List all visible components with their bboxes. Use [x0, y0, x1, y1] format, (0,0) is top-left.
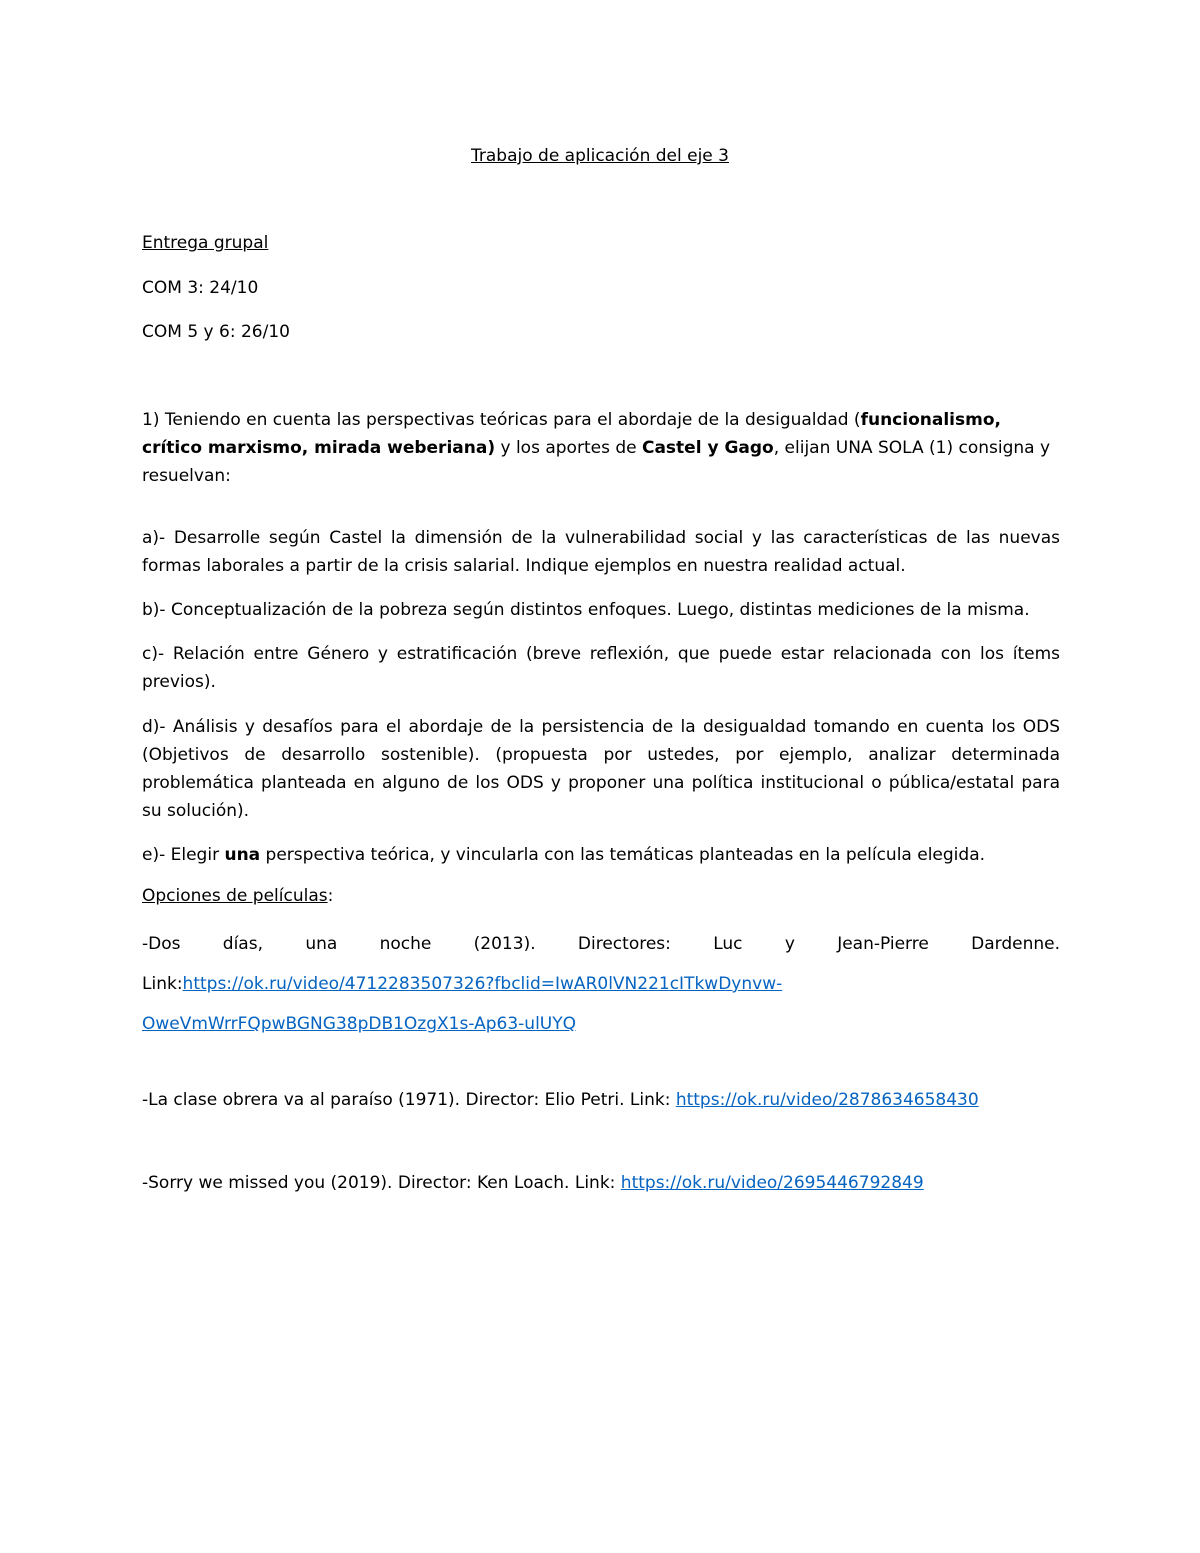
- film2-description: -La clase obrera va al paraíso (1971). Director: Elio Petri. Link:: [142, 1090, 676, 1110]
- film1-link-row-continued: [142, 1010, 1060, 1050]
- item-e-text-1: e)- Elegir: [142, 845, 225, 865]
- film1-word: Dardenne.: [971, 934, 1060, 954]
- film3-link[interactable]: https://ok.ru/video/2695446792849: [620, 1173, 924, 1193]
- film1-link-row: [142, 970, 1060, 1010]
- film2-link[interactable]: https://ok.ru/video/2878634658430: [675, 1090, 979, 1110]
- film1-link-prefix: Link:: [142, 974, 183, 994]
- film1-description: [142, 930, 1060, 970]
- film1-word: días,: [222, 934, 263, 954]
- film1-link-continued[interactable]: OweVmWrrFQpwBGNG38pDB1OzgX1s-Ap63-ulUYQ: [142, 1014, 576, 1034]
- films-heading: [142, 886, 333, 906]
- film1-word: noche: [379, 934, 432, 954]
- film1-word: y: [784, 934, 795, 954]
- intro-bold-perspectives: funcionalismo, crítico marxismo, mirada weberiana): [142, 410, 1001, 458]
- films-heading-text: Opciones de películas: [142, 886, 328, 906]
- item-e-text-2: perspectiva teórica, y vincularla con las temáticas planteadas en la película elegida.: [260, 845, 986, 865]
- entrega-label: Entrega grupal: [142, 233, 269, 253]
- film1-link[interactable]: https://ok.ru/video/4712283507326?fbclid=IwAR0lVN221cITkwDynvw-: [182, 974, 783, 994]
- intro-text-3: , elijan UNA SOLA (1) consigna y resuelvan:: [142, 438, 1051, 486]
- item-c: c)- Relación entre Género y estratificación (breve reflexión, que puede estar relacionada con los ítems previos).: [142, 644, 1060, 692]
- film1-entry: [142, 930, 1060, 1050]
- film1-word: (2013).: [473, 934, 536, 954]
- intro-paragraph: [142, 406, 1060, 490]
- item-e: [142, 841, 1060, 869]
- com56-date: COM 5 y 6: 26/10: [142, 322, 290, 342]
- film1-word: -Dos: [142, 934, 181, 954]
- document-title: Trabajo de aplicación del eje 3: [471, 146, 729, 166]
- item-a: a)- Desarrolle según Castel la dimensión de la vulnerabilidad social y las características de las nuevas formas laborales a partir de la crisis salarial. Indique ejemplos en nuestra realidad actual.: [142, 528, 1060, 576]
- com3-date: COM 3: 24/10: [142, 278, 259, 298]
- film3-description: -Sorry we missed you (2019). Director: Ken Loach. Link:: [142, 1173, 621, 1193]
- film1-word: Luc: [713, 934, 743, 954]
- film2-entry: [142, 1090, 979, 1110]
- film1-word: Directores:: [577, 934, 671, 954]
- item-b: b)- Conceptualización de la pobreza según distintos enfoques. Luego, distintas mediciones de la misma.: [142, 600, 1030, 620]
- item-d: d)- Análisis y desafíos para el abordaje de la persistencia de la desigualdad tomando en cuenta los ODS (Objetivos de desarrollo sostenible). (propuesta por ustedes, por ejemplo, analizar determinada problemática planteada en alguno de los ODS y proponer una política institucional o pública/estatal para su solución).: [142, 717, 1060, 821]
- intro-text-2: y los aportes de: [495, 438, 642, 458]
- film1-word: una: [305, 934, 338, 954]
- intro-bold-authors: Castel y Gago: [641, 438, 774, 458]
- intro-text-1: 1) Teniendo en cuenta las perspectivas teóricas para el abordaje de la desigualdad (: [142, 410, 861, 430]
- films-heading-colon: :: [327, 886, 334, 906]
- item-e-bold: una: [224, 845, 261, 865]
- film1-word: Jean-Pierre: [837, 934, 929, 954]
- film3-entry: [142, 1173, 924, 1193]
